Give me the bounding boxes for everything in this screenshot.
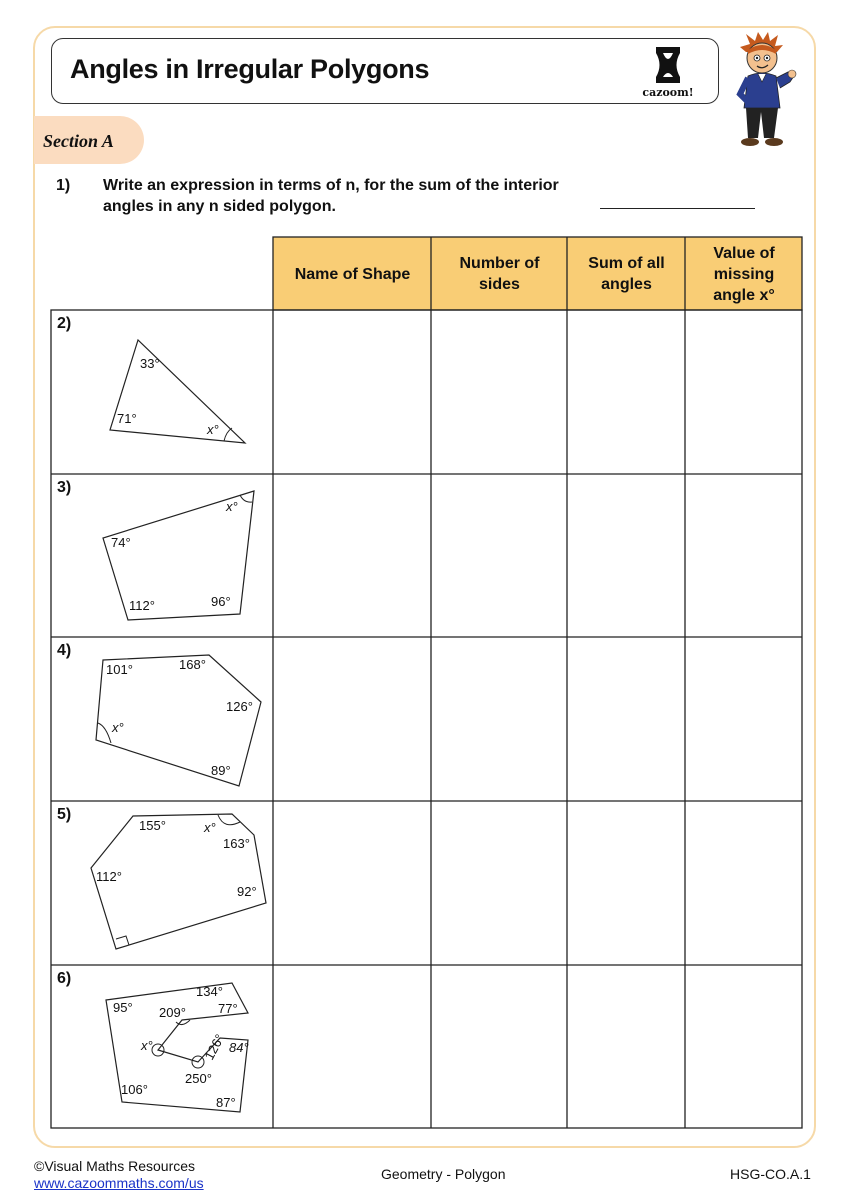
angle-label: 89° bbox=[211, 763, 231, 778]
angle-label: 168° bbox=[179, 657, 206, 672]
angle-label: x° bbox=[141, 1038, 153, 1053]
angle-label: 77° bbox=[218, 1001, 238, 1016]
decagon-diagram bbox=[52, 965, 272, 1127]
question-number: 4) bbox=[57, 642, 72, 659]
angle-label: 33° bbox=[140, 356, 160, 371]
angle-label: x° bbox=[112, 720, 124, 735]
angle-label: x° bbox=[207, 422, 219, 437]
page-title: Angles in Irregular Polygons bbox=[70, 54, 430, 84]
angle-label: 74° bbox=[111, 535, 131, 550]
question-number: 3) bbox=[57, 479, 72, 496]
question-number: 6) bbox=[57, 970, 72, 987]
question-1-number: 1) bbox=[56, 177, 71, 194]
header-missing-angle: Value of missing angle x° bbox=[713, 244, 775, 304]
question-1-text: Write an expression in terms of n, for the sum of the interior angles in any n sided polygon. bbox=[103, 177, 559, 215]
angle-label: 112° bbox=[129, 598, 155, 613]
website-link[interactable]: www.cazoommaths.com/us bbox=[34, 1175, 204, 1191]
header-name-of-shape: Name of Shape bbox=[294, 265, 411, 283]
angle-label: 126° bbox=[201, 1031, 228, 1063]
angle-label: 101° bbox=[106, 662, 133, 677]
angle-label: 87° bbox=[216, 1095, 236, 1110]
answer-cell[interactable] bbox=[686, 311, 801, 473]
angle-label: 96° bbox=[211, 594, 231, 609]
footer-standard: HSG-CO.A.1 bbox=[730, 1166, 811, 1182]
pentagon-diagram bbox=[52, 637, 272, 799]
angle-label: x° bbox=[204, 820, 216, 835]
answer-cell[interactable] bbox=[568, 311, 684, 473]
angle-label: 71° bbox=[117, 411, 137, 426]
angle-label: 95° bbox=[113, 1000, 133, 1015]
quadrilateral-diagram bbox=[52, 474, 272, 636]
header-number-of-sides: Number of sides bbox=[459, 255, 540, 293]
copyright-text: ©Visual Maths Resources bbox=[34, 1158, 196, 1174]
question-number: 2) bbox=[57, 315, 72, 332]
angle-label: 134° bbox=[196, 984, 223, 999]
angle-label: 250° bbox=[185, 1071, 212, 1086]
angle-label: x° bbox=[226, 499, 238, 514]
angle-label: 92° bbox=[237, 884, 257, 899]
answer-cell[interactable] bbox=[432, 311, 566, 473]
angle-label: 112° bbox=[96, 869, 122, 884]
footer-url[interactable] bbox=[34, 1175, 204, 1191]
angle-label: 84° bbox=[229, 1040, 249, 1055]
triangle-diagram bbox=[52, 311, 272, 473]
hexagon-diagram bbox=[52, 801, 272, 963]
angle-label: 155° bbox=[139, 818, 166, 833]
footer-topic: Geometry - Polygon bbox=[381, 1166, 506, 1182]
logo-text: cazoom! bbox=[642, 86, 694, 99]
angle-label: 209° bbox=[159, 1005, 186, 1020]
answer-cell[interactable] bbox=[274, 311, 430, 473]
angle-label: 126° bbox=[226, 699, 253, 714]
question-number: 5) bbox=[57, 806, 72, 823]
angle-label: 163° bbox=[223, 836, 250, 851]
header-sum-of-angles: Sum of all angles bbox=[588, 255, 665, 293]
section-label: Section A bbox=[43, 131, 114, 151]
angle-label: 106° bbox=[121, 1082, 148, 1097]
